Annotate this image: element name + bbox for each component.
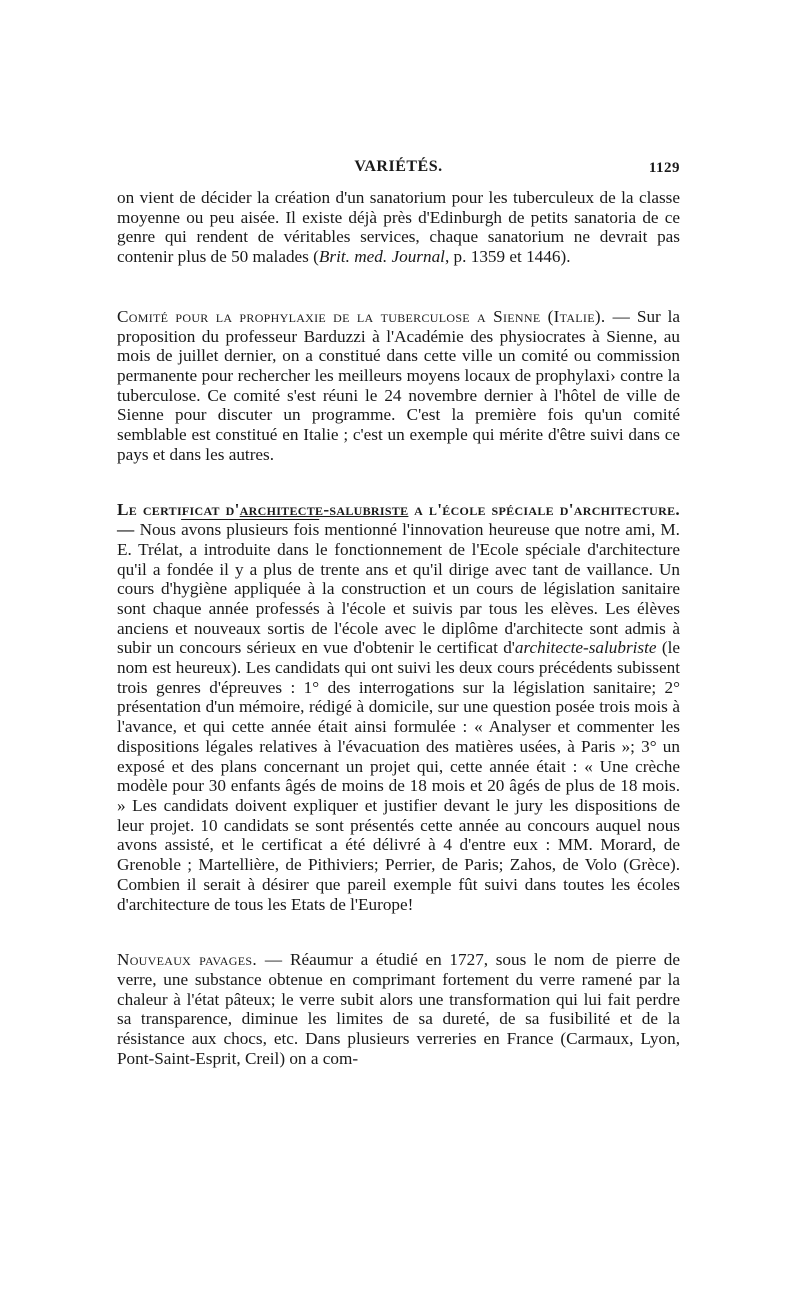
page — [117, 158, 680, 1068]
section-body: Réaumur a étudié en 1727, sous le nom de pierre de verre, une substance obtenue en comprimant fortement du verre ramené par la chaleur à l'état pâteux; le verre subit alors une transformation qui lui fait perdre sa transparence, diminue les limites de sa dureté, de sa fusibilité et de la résistance aux chocs, etc. Dans plusieurs verreries en France (Carmaux, Lyon, Pont-Saint-Esprit, Creil) on a com- — [117, 950, 680, 1068]
section-heading: Nouveaux pavages. — — [117, 950, 283, 970]
section-tuberculosis-committee — [117, 307, 680, 465]
section-architect-certificate — [117, 500, 680, 914]
section-body-part-3: (le nom est heureux). Les candidats qui ont suivi les deux cours précédents subissent trois genres d'épreuves : 1° des interrogations sur la législation sanitaire; 2° présentation d'un mémoire, rédigé à domicile, sur une question posée trois mois à l'avance, et qui cette année était ainsi formulée : « Analyser et commenter les dispositions légales relatives à l'évacuation des matières usées, à Paris »; 3° un exposé et des plans concernant un projet qui, cette année était : « Une crèche modèle pour 30 enfants âgés de moins de 18 mois et 20 âgés de plus de 18 mois. » Les candidats doivent expliquer et justifier devant le jury les dispositions de leur projet. 10 candidats se sont présentés cette année au concours auquel nous avons assisté, et le certificat a été délivré à 4 d'entre eux : MM. Morard, de Grenoble ; Martellière, de Pithiviers; Perrier, de Paris; Zahos, de Volo (Grèce). Combien il serait à désirer que pareil exemple fût suivi dans toutes les écoles d'architecture de tous les Etats de l'Europe! — [117, 638, 680, 914]
continued-paragraph — [117, 188, 680, 267]
running-header — [117, 158, 680, 182]
section-body-part-2: mentionné l'innovation heureuse que notre ami, M. E. Trélat, a introduite dans le fonctionnement de l'Ecole spéciale d'architecture qu'il a fondée il y a plus de trente ans et qu'il dirige avec tant de vaillance. Un cours d'hygiène appliquée à la construction et un cours de législation sanitaire sont chaque année professés à l'école et suivis par tous les elèves. Les élèves anciens et nouveaux sortis de l'école avec le diplôme d'architecte sont admis à subir un concours sérieux en vue d'obtenir le certificat d' — [117, 520, 680, 658]
section-heading-part-2: a l'école spéciale d'architecture. — — [117, 500, 680, 540]
journal-citation: Brit. med. Journal — [318, 247, 445, 267]
section-body: Sur la proposition du professeur Barduzzi à l'Académie des physiocrates à Sienne, au mois de juillet dernier, on a constitué dans cette ville un comité ou commission permanente pour rechercher les meilleurs moyens locaux de prophylaxi› contre la tuberculose. Ce comité s'est réuni le 24 novembre dernier à l'hôtel de ville de Sienne pour discuter un programme. C'est la première fois qu'un comité semblable est constitué en Italie ; c'est un exemple qui mérite d'être suivi dans ce pays et dans les autres. — [117, 306, 681, 464]
section-heading: Comité pour la prophylaxie de la tuberculose a Sienne (Italie). — — [117, 306, 631, 326]
section-body-italic: architecte-salubriste — [514, 638, 657, 658]
section-heading-part-1: Le certificat d' — [117, 500, 240, 520]
continued-text-1: on vient de décider la création d'un sanatorium pour les tuberculeux de la classe moyenne ou peu aisée. Il existe déjà près d'Edinburgh de petits sanatoria de ce genre qui rendent de véritables services, chaque sanatorium ne devrait pas contenir plus de 50 malades ( — [117, 188, 680, 267]
continued-text-2: , p. 1359 et 1446). — [444, 247, 571, 267]
section-new-pavings — [117, 950, 680, 1068]
section-body-overlined: avons plusieurs fois — [181, 520, 320, 540]
section-body-part-1: Nous — [134, 520, 182, 540]
page-number: 1129 — [648, 160, 680, 176]
section-heading-underlined: architecte-salubriste — [239, 500, 409, 520]
running-title: VARIÉTÉS. — [354, 158, 443, 175]
